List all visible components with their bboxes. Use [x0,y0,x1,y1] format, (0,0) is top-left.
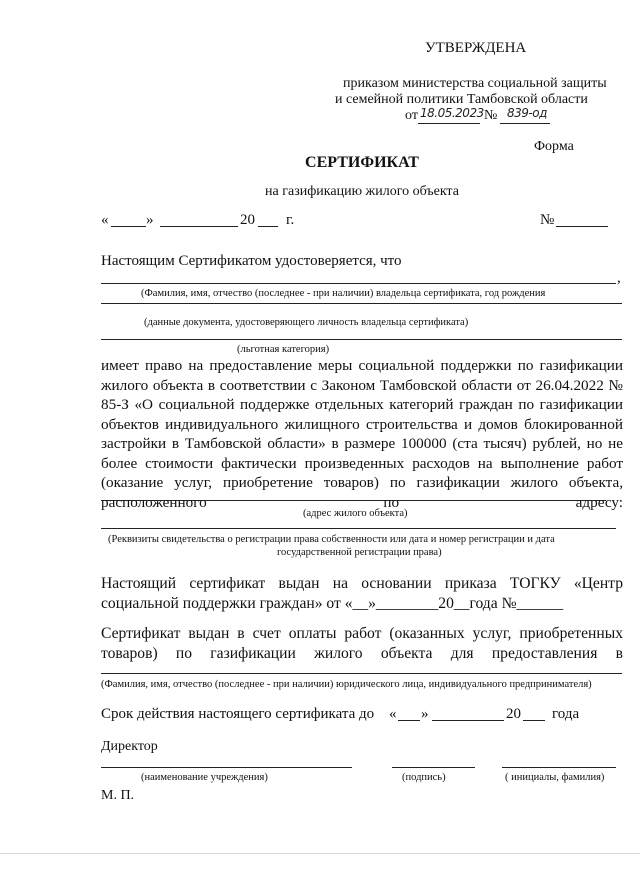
owner-blank [101,283,616,284]
validity-month-blank [432,720,504,721]
approval-number-underline [500,123,550,124]
address-caption: (адрес жилого объекта) [303,508,408,519]
approval-date-handwritten: 18.05.2023 [420,106,484,120]
page-edge [0,853,640,854]
date-open-quote: « [101,212,109,228]
date-year-blank [258,226,278,227]
validity-day-blank [398,720,420,721]
institution-blank [101,767,352,768]
date-day-blank [111,226,146,227]
initials-caption: ( инициалы, фамилия) [505,772,605,783]
approval-date-underline [418,123,480,124]
signature-caption: (подпись) [402,772,446,783]
basis-paragraph: Настоящий сертификат выдан на основании приказа ТОГКУ «Центр социальной поддержки граждан» от «__»________20__года №______ [101,575,623,612]
date-year-suffix: г. [286,212,295,228]
category-caption: (льготная категория) [237,344,330,355]
form-label: Форма [534,139,574,154]
document-caption: (данные документа, удостоверяющего личность владельца сертификата) [144,317,469,328]
approval-line-2: и семейной политики Тамбовской области [335,92,588,107]
document-title: СЕРТИФИКАТ [305,154,419,171]
approval-from-label: от [405,108,418,123]
stamp-place-label: М. П. [101,788,135,803]
validity-open-quote: « [389,706,397,722]
date-close-quote: » [146,212,154,228]
validity-year-suffix: года [552,706,580,722]
owner-blank-2 [101,303,622,304]
validity-year-blank [523,720,545,721]
institution-caption: (наименование учреждения) [141,772,268,783]
document-subtitle: на газификацию жилого объекта [265,184,459,199]
validity-year-prefix: 20 [506,706,521,722]
initials-blank [502,767,616,768]
approval-title: УТВЕРЖДЕНА [425,40,527,56]
owner-caption: (Фамилия, имя, отчество (последнее - при наличии) владельца сертификата, год рождения [141,288,546,299]
signature-blank [392,767,475,768]
payment-paragraph: Сертификат выдан в счет оплаты работ (оказанных услуг, приобретенных товаров) по газификации жилого объекта для предоставления в [101,625,623,662]
approval-number-label: № [484,108,498,123]
address-blank [101,500,606,501]
director-label: Директор [101,739,158,754]
validity-label: Срок действия настоящего сертификата до [101,706,375,722]
category-blank [101,339,622,340]
ownership-blank [101,528,616,529]
owner-comma: , [617,270,621,286]
validity-close-quote: » [421,706,429,722]
approval-number-handwritten: 839-од [507,106,547,120]
legal-entity-caption: (Фамилия, имя, отчество (последнее - при наличии) юридического лица, индивидуального предпринимателя) [101,679,592,690]
legal-entity-blank [101,673,622,674]
certificate-number-blank [556,226,608,227]
ownership-caption-1: (Реквизиты свидетельства о регистрации права собственности или дата и номер регистрации и дата [108,534,555,545]
date-year-prefix: 20 [240,212,255,228]
certify-intro: Настоящим Сертификатом удостоверяется, что [101,253,402,269]
certificate-number-label: № [540,212,555,228]
ownership-caption-2: государственной регистрации права) [277,547,442,558]
main-paragraph: имеет право на предоставление меры социальной поддержки по газификации жилого объекта в соответствии с Законом Тамбовской области от 26.04.2022 № 85-З «О социальной поддержке отдельных категорий граждан по газификации объектов индивидуального жилищного строительства и домов блокированной застройки в Тамбовской области» в размере 100000 (ста тысяч) рублей, но не более стоимости фактически произведенных расходов на выполнение работ (оказание услуг, приобретение товаров) по газификации жилого объекта, расположенного по адресу: [101,357,623,511]
date-month-blank [160,226,238,227]
approval-line-1: приказом министерства социальной защиты [343,76,607,91]
